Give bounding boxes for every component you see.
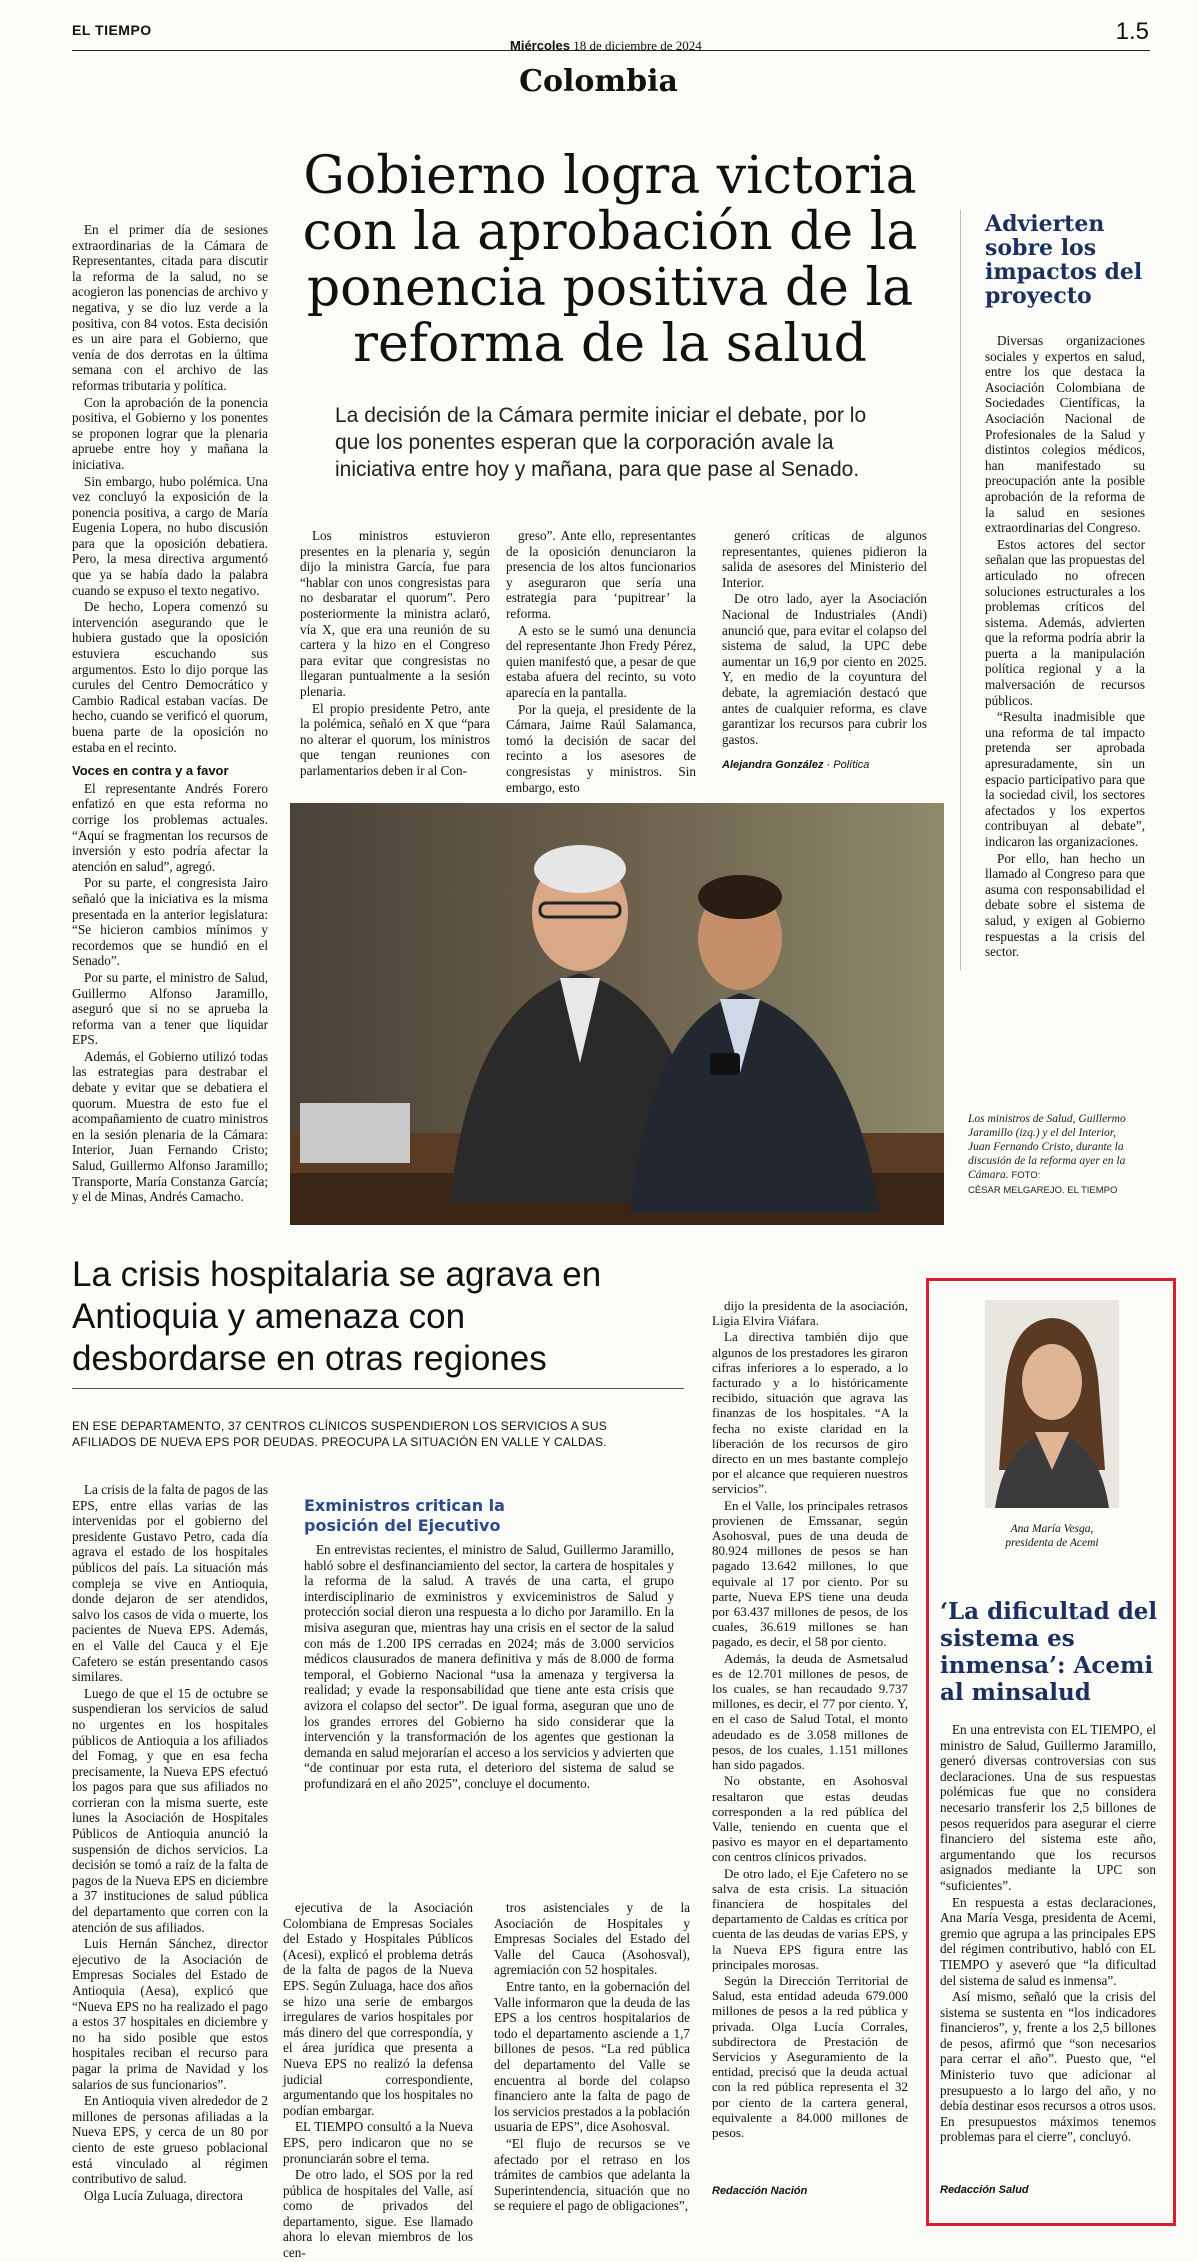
byline-name: Alejandra González xyxy=(722,759,824,771)
second-column-2 xyxy=(283,1900,473,2262)
paragraph: De hecho, Lopera comenzó su intervención asegurando que le hubiera gustado que la oposición estuviera escuchando sus argumentos. Esto lo dijo porque las curules del Centro Democrático y Cambio Radical estaban vacías. De hecho, cuando se verificó el quorum, buena parte de la oposición no estaba en el recinto. xyxy=(72,599,268,755)
paragraph: Además, la deuda de Asmetsalud es de 12.701 millones de pesos, de los cuales, se han recaudado 9.737 millones, es decir, el 77 por ciento. Y, en el caso de Salud Total, el monto adeudado es de 3.058 millones de pesos, de los cuales, 1.151 millones han sido pagados. xyxy=(712,1650,908,1773)
paragraph: Por su parte, el ministro de Salud, Guillermo Alfonso Jaramillo, aseguró que si no se aprueba la reforma van a tener que liquidar EPS. xyxy=(72,969,268,1048)
paragraph: EL TIEMPO consultó a la Nueva EPS, pero indicaron que no se pronunciarán sobre el tema. xyxy=(283,2119,473,2166)
page-number: 1.5 xyxy=(1115,18,1149,45)
section-title: Colombia xyxy=(519,64,678,99)
paragraph: Con la aprobación de la ponencia positiva, el Gobierno y los ponentes se proponen lograr que la plenaria apruebe entre hoy y mañana la iniciativa. xyxy=(72,394,268,472)
byline-section: · Política xyxy=(826,759,870,771)
paragraph: dijo la presidenta de la asociación, Ligia Elvira Viáfara. xyxy=(712,1298,908,1329)
paragraph: De otro lado, el SOS por la red pública de hospitales del Valle, así como de privados del departamento, sigue. Ese llamado ahora lo elevan miembros de los cen- xyxy=(283,2167,473,2261)
paragraph: En Antioquia viven alrededor de 2 millones de personas afiliadas a la Nueva EPS, y cerca de un 80 por ciento de este grueso poblacional está vinculado al régimen contributivo de salud. xyxy=(72,2093,268,2187)
paragraph: Según la Dirección Territorial de Salud, esta entidad adeuda 679.000 millones de pesos a la red pública y privada. Olga Lucía Corrales, subdirectora de Prestación de Servicios y Aseguramiento de la entidad, precisó que la deuda actual con la red pública representa el 32 por ciento de la cartera general, equivalente a 84.000 millones de pesos. xyxy=(712,1972,908,2140)
sidebar-column xyxy=(985,333,1145,961)
caption-text: Los ministros de Salud, Guillermo Jaramillo (izq.) y el del Interior, Juan Fernando Cristo, durante la discusión de la reforma ayer en la Cámara. xyxy=(968,1113,1126,1181)
paragraph: En el Valle, los principales retrasos provienen de Emssanar, según Asohosval, pues de una deuda de 80.924 millones de pesos se han pagado 13.642 millones, lo que equivale al 17 por ciento. Por su parte, Nueva EPS tiene una deuda por 63.437 millones de pesos, de los cuales, 36.619 millones se han pagado, es decir, el 58 por ciento. xyxy=(712,1497,908,1650)
paragraph: En una entrevista con EL TIEMPO, el ministro de Salud, Guillermo Jaramillo, generó diversas controversias con sus declaraciones. Una de sus respuestas polémicas fue que no considera necesario transferir los 2,5 billones de pesos requeridos para asegurar el cierre financiero del sistema este año, argumentando que los recursos asignados mediante la UPC son “suficientes”. xyxy=(940,1722,1156,1893)
interview-portrait xyxy=(985,1300,1119,1508)
top-rule xyxy=(72,50,1150,51)
paragraph: En el primer día de sesiones extraordinarias de la Cámara de Representantes, citada para discutir la reforma de la salud, no se acogieron las ponencias de archivo y negativa, y se dio luz verde a la positiva, con 84 votos. Esta decisión es un aire para el Gobierno, que venía de dos derrotas en la última semana con el archivo de las reformas tributaria y política. xyxy=(72,222,268,393)
photo-credit-label: FOTO: xyxy=(1011,1170,1041,1181)
paragraph: No obstante, en Asohosval resaltaron que estas deudas corresponden a la red pública del Valle, teniendo en cuenta que el pasivo es mayor en el departamento con centros clínicos privados. xyxy=(712,1773,908,1865)
paragraph: La crisis de la falta de pagos de las EPS, entre ellas varias de las intervenidas por el gobierno del presidente Gustavo Petro, cada día agrava el estado de los hospitales públicos del país. La situación más compleja se vive en Antioquia, donde dejaron de ser atendidos, salvo los casos de vida o muerte, los pacientes de Nueva EPS. Además, en el Valle del Cauca y el Eje Cafetero se están presentando casos similares. xyxy=(72,1482,268,1685)
lead-column-2 xyxy=(300,528,490,780)
paragraph: Por la queja, el presidente de la Cámara, Jaime Raúl Salamanca, tomó la decisión de sacar del recinto a los asesores de congresistas y ministros. Sin embargo, esto xyxy=(506,701,696,795)
paragraph: De otro lado, ayer la Asociación Nacional de Industriales (Andi) anunció que, para evitar el colapso del sistema de salud, la UPC debe aumentar un 16,9 por ciento en 2025. Y, en medio de la coyuntura del debate, la agremiación destacó que antes de cualquier reforma, es clave garantizar los recursos para cubrir los gastos. xyxy=(722,591,927,747)
paragraph: Así mismo, señaló que la crisis del sistema se sustenta en “los indicadores financieros”, y, frente a los 2,5 billones de pesos, afirmó que “son necesarios para cerrar el año”. Puesto que, “el Ministerio tuvo que adicionar al presupuesto a lo largo del año, y no debía destinar esos recursos a otros usos. En presupuestos máximos tenemos problemas para el cierre”, concluyó. xyxy=(940,1989,1156,2145)
paragraph: ejecutiva de la Asociación Colombiana de Empresas Sociales del Estado y Hospitales Públicos (Acesi), explicó el problema detrás de la falta de pagos de la Nueva EPS. Según Zuluaga, hace dos años se hizo una serie de embargos irregulares de varios hospitales por más dinero del que correspondía, y el área jurídica que presenta a Nueva EPS no realizó la defensa judicial correspondiente, argumentando que los hospitales no podían embargar. xyxy=(283,1900,473,2118)
paragraph: tros asistenciales y de la Asociación de Hospitales y Empresas Sociales del Estado del Valle del Cauca (Asohosval), agremiación con 52 hospitales. xyxy=(494,1900,690,1978)
paragraph: Luis Hernán Sánchez, director ejecutivo de la Asociación de Empresas Sociales del Estado de Antioquia (Aesa), explicó que “Nueva EPS no ha realizado el pago a estos 37 hospitales en diciembre y no ha sido posible que estos hospitales reciban el recurso para pagar la prima de Navidad y los salarios de sus funcionarios”. xyxy=(72,1936,268,2092)
second-byline: Redacción Nación xyxy=(712,2185,808,2197)
paragraph: Además, el Gobierno utilizó todas las estrategias para destrabar el debate y evitar que se debatiera el quorum. Muestra de esto fue el acompañamiento de cuatro ministros en la sesión plenaria de la Cámara: Interior, Juan Fernando Cristo; Salud, Guillermo Alfonso Jaramillo; Transporte, María Constanza García; y el de Minas, Andrés Camacho. xyxy=(72,1048,268,1205)
second-column-1 xyxy=(72,1482,268,2204)
paragraph: greso”. Ante ello, representantes de la oposición denunciaron la presencia de los altos funcionarios y aseguraron que sería una estrategia para ‘pupitrear’ la reforma. xyxy=(506,528,696,621)
paragraph: En entrevistas recientes, el ministro de Salud, Guillermo Jaramillo, habló sobre el desfinanciamiento del sector, la cartera de hospitales y la reforma de la salud. A través de una carta, el grupo interdisciplinario de exministros y exviceministros de Salud y protección social dieron una respuesta a lo dicho por Jaramillo. En la misiva aseguran que, mientras hay una crisis en el sector de la salud con más de 1.200 IPS cerradas en 2024; más de 3.000 servicios médicos clausurados de manera definitiva y más de 8.000 de forma temporal, el Gobierno Nacional “usa la amenaza y tergiversa la realidad; y evade la responsabilidad que tiene ante esta crisis que avizora el colapso del sector”. De igual forma, aseguran que uno de los grandes errores del Gobierno ha sido considerar que la intervención y la transformación de los agentes que gestionan la demanda en salud mejorarían el acceso a los servicios y advierten que “de continuar por esta ruta, el deterioro del sistema de salud se profundizará en el año 2025”, concluye el documento. xyxy=(304,1542,674,1791)
second-kicker: EN ESE DEPARTAMENTO, 37 CENTROS CLÍNICOS SUSPENDIERON LOS SERVICIOS A SUS AFILIADOS DE NUEVA EPS POR DEUDAS. PREOCUPA LA SITUACIÓN EN VALLE Y CALDAS. xyxy=(72,1419,607,1449)
paragraph: generó críticas de algunos representantes, quienes pidieron la salida de asesores del Ministerio del Interior. xyxy=(722,528,927,590)
paragraph: En respuesta a estas declaraciones, Ana María Vesga, presidenta de Acemi, gremio que agrupa a las principales EPS del régimen contributivo, habló con EL TIEMPO y aseveró que “la dificultad del sistema de salud es inmensa”. xyxy=(940,1894,1156,1988)
second-column-4 xyxy=(712,1298,908,2141)
lead-byline xyxy=(722,759,869,771)
second-wide-block xyxy=(304,1542,674,1793)
lead-headline: Gobierno logra victoria con la aprobación de la ponencia positiva de la reforma de la salud xyxy=(302,146,918,374)
paragraph: El propio presidente Petro, ante la polémica, señaló en X que “para no alterar el quorum, los ministros que tengan reuniones con parlamentarios deben ir al Con- xyxy=(300,700,490,778)
lead-column-1 xyxy=(72,222,268,1206)
dateline xyxy=(510,38,702,54)
paragraph: El representante Andrés Forero enfatizó en que esta reforma no corrige los problemas actuales. “Aquí se fragmentan los recursos de inversión y esto podría afectar la atención en salud”, agregó. xyxy=(72,780,268,874)
paragraph: Los ministros estuvieron presentes en la plenaria y, según dijo la ministra García, fue para “hablar con unos congresistas para no desbaratar el quorum”. Pero posteriormente la ministra aclaró, vía X, que era una reunión de su cartera y la hizo en el Congreso para evitar que congresistas no llegaran puntualmente a la sesión plenaria. xyxy=(300,528,490,699)
paragraph: Por ello, han hecho un llamado al Congreso para que asuma con responsabilidad el debate sobre el sistema de salud, y exigen al Gobierno respuestas a la crisis del sector. xyxy=(985,850,1145,960)
sidebar-rule xyxy=(960,210,961,970)
interview-title: ‘La dificultad del sistema es inmensa’: Acemi al minsalud xyxy=(940,1598,1158,1706)
interview-column xyxy=(940,1722,1156,2146)
dateline-date: 18 de diciembre de 2024 xyxy=(573,38,702,53)
interview-byline: Redacción Salud xyxy=(940,2184,1029,2196)
paragraph: Olga Lucía Zuluaga, directora xyxy=(84,2187,243,2203)
lead-column-4 xyxy=(722,528,927,748)
interview-photo-caption: Ana María Vesga, presidenta de Acemi xyxy=(1005,1523,1099,1549)
paragraph: La directiva también dijo que algunos de los prestadores les giraron cifras inferiores a lo esperado, a lo facturado y a lo históricamente recibido, situación que agrava las finanzas de los hospitales. “A la fecha no existe claridad en la liberación de los recursos de giro directo en un mes bastante complejo por el alcance que requieren nuestros servicios”. xyxy=(712,1329,908,1497)
column-subhead: Voces en contra y a favor xyxy=(72,763,229,779)
photo-credit: CÉSAR MELGAREJO. EL TIEMPO xyxy=(968,1185,1118,1196)
dateline-day: Miércoles xyxy=(510,38,570,53)
lead-column-3 xyxy=(506,528,696,796)
paragraph: Por su parte, el congresista Jairo señaló que la iniciativa es la misma presentada en la anterior legislatura: “Se hicieron cambios mínimos y recordemos que se hundió en el Senado”. xyxy=(72,875,268,969)
lead-photo-caption xyxy=(968,1112,1138,1198)
lead-photo xyxy=(290,803,944,1225)
masthead-logo: EL TIEMPO xyxy=(72,22,152,38)
paragraph: Diversas organizaciones sociales y expertos en salud, entre los que destaca la Asociación Colombiana de Sociedades Científicas, la Asociación Nacional de Profesionales de la Salud y distintos colegios médicos, han manifestado su preocupación ante la posible aprobación de la reforma de la salud en sesiones extraordinarias del Congreso. xyxy=(985,333,1145,536)
paragraph: Estos actores del sector señalan que las propuestas del articulado no ofrecen soluciones estructurales a los problemas críticos del sistema. Además, advierten que la reforma podría abrir la puerta a la manipulación política regional y a la malversación de recursos públicos. xyxy=(985,536,1145,708)
paragraph: “Resulta inadmisible que una reforma de tal impacto pretenda ser aprobada apresuradamente, sin un espacio participativo para que la sociedad civil, los sectores afectados y los expertos contribuyan al debate”, indicaron las organizaciones. xyxy=(985,709,1145,849)
sidebar-title: Advierten sobre los impactos del proyecto xyxy=(985,211,1143,309)
second-headline: La crisis hospitalaria se agrava en Antioquia y amenaza con desbordarse en otras regiones xyxy=(72,1255,602,1378)
paragraph: Sin embargo, hubo polémica. Una vez concluyó la exposición de la ponencia positiva, a cargo de María Eugenia Lopera, no hubo discusión para que la oposición debatiera. Pero, la mesa directiva argumentó que ya se había dado la palabra cuando se expuso el texto negativo. xyxy=(72,473,268,598)
paragraph: “El flujo de recursos se ve afectado por el retraso en los trámites de cambios que adelanta la Superintendencia, situación que no se requiere el pago de obligaciones”, xyxy=(494,2135,690,2214)
paragraph: A esto se le sumó una denuncia del representante Jhon Fredy Pérez, quien manifestó que, a pesar de que estaba afuera del recinto, su voto aparecía en la pantalla. xyxy=(506,622,696,700)
lead-deck: La decisión de la Cámara permite iniciar el debate, por lo que los ponentes esperan que la corporación avale la iniciativa entre hoy y mañana, para que pase al Senado. xyxy=(335,404,867,481)
paragraph: Luego de que el 15 de octubre se suspendieran los servicios de salud no urgentes en los hospitales públicos de Antioquia a los afiliados del Fomag, y que en esa fecha precisamente, la Nueva EPS efectuó los pagos para que sus afiliados no corrieran con la misma suerte, este lunes la Asociación de Hospitales Públicos de Antioquia anunció la suspensión de dichos servicios. La decisión se tomó a raíz de la falta de pagos de la Nueva EPS en diciembre a 37 instituciones de salud pública del departamento que corren con la atención de sus afiliados. xyxy=(72,1685,268,1935)
second-rule xyxy=(72,1388,684,1389)
second-subhead: Exministros critican la posición del Ejecutivo xyxy=(304,1496,505,1535)
paragraph: Entre tanto, en la gobernación del Valle informaron que la deuda de las EPS a los centros hospitalarios de todo el departamento asciende a 1,7 billones de pesos. “La red pública del departamento del Valle se encuentra al borde del colapso financiero ante la falta de pago de los servicios prestados a la población usuaria de EPS”, dice Asohosval. xyxy=(494,1978,690,2135)
paragraph: De otro lado, el Eje Cafetero no se salva de esta crisis. La situación financiera de hospitales del departamento de Caldas es crítica por cuenta de las deudas de varias EPS, y la Nueva EPS figura entre las principales morosas. xyxy=(712,1865,908,1972)
second-column-3 xyxy=(494,1900,690,2215)
